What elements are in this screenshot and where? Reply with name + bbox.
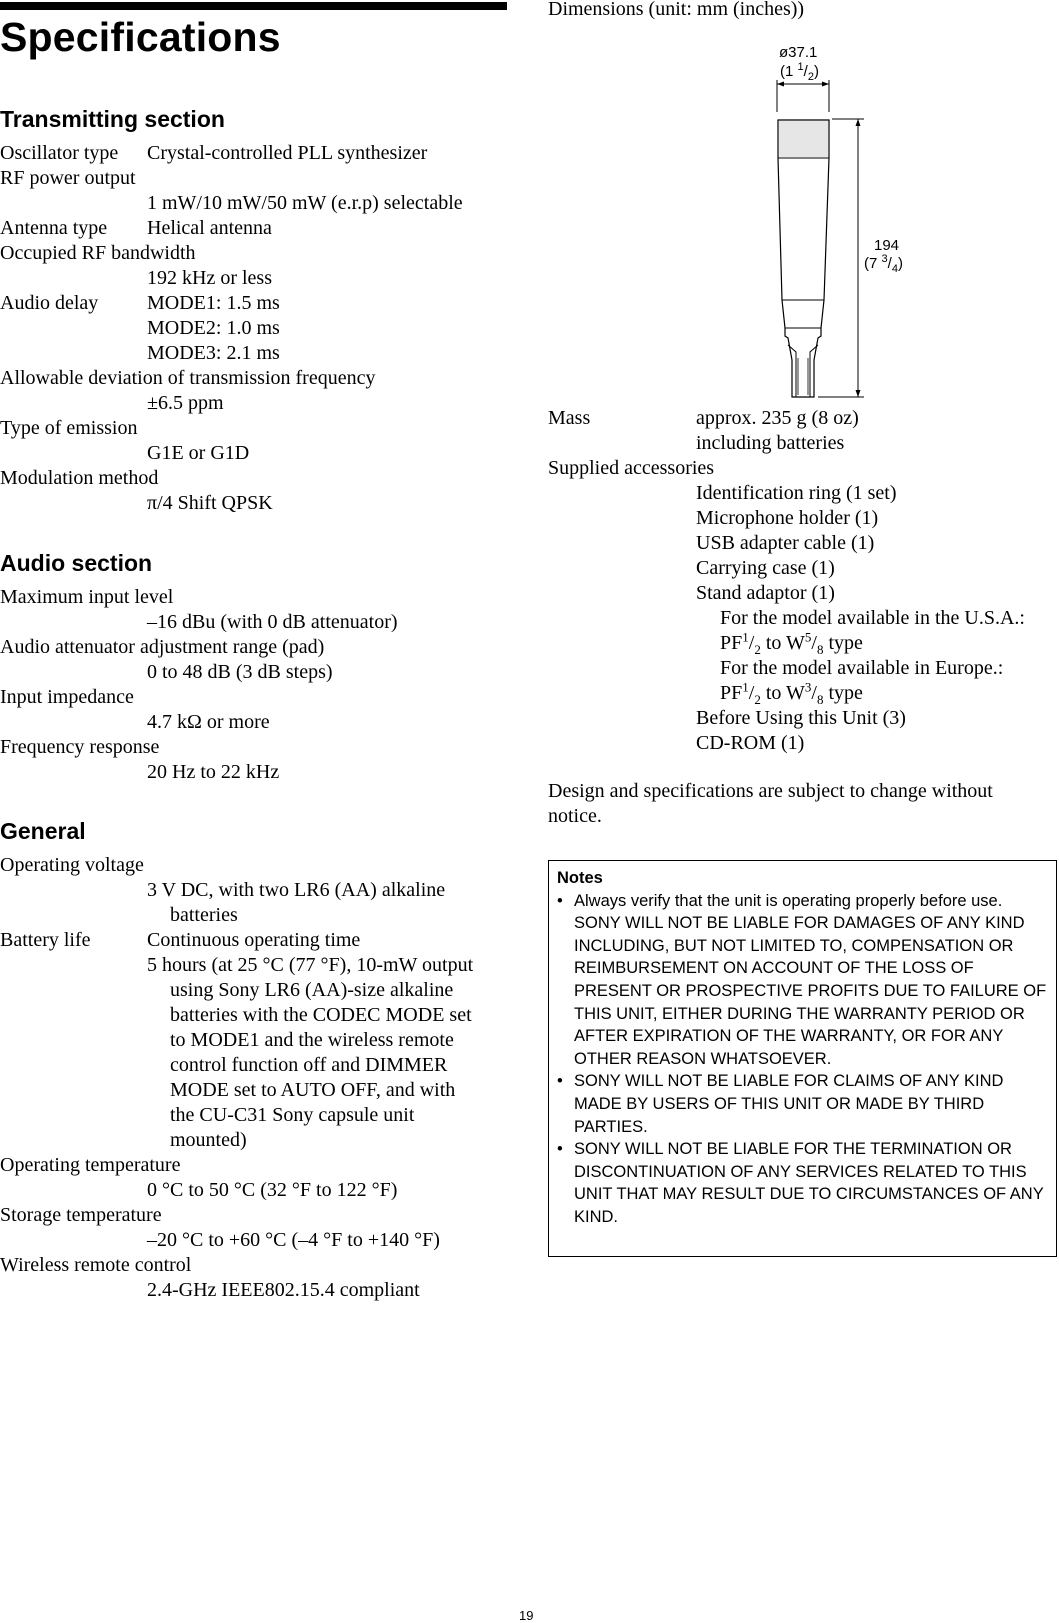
note-text: SONY WILL NOT BE LIABLE FOR THE TERMINATION OR DISCONTINUATION OF ANY SERVICES RELATED TO THIS UNIT THAT MAY RESULT DUE TO CIRCUMSTANCES OF ANY KIND.	[574, 1140, 1044, 1226]
diameter-inch-den: 2	[807, 71, 814, 83]
length-inch-whole: (7	[864, 255, 882, 272]
diameter-mm-label: ø37.1	[779, 44, 818, 61]
antenna-value: Helical antenna	[147, 217, 272, 239]
diameter-arrow-right	[822, 82, 829, 87]
eu-num: 1	[742, 679, 749, 695]
usa-model-note: For the model available in the U.S.A.:	[720, 607, 1025, 629]
battery-line6: control function off and DIMMER	[170, 1054, 448, 1076]
note-bullet: •	[557, 891, 563, 910]
usa-pf: PF	[720, 632, 743, 654]
usa-sep2: /	[811, 632, 817, 654]
usa-thread-spec	[720, 631, 863, 656]
bandwidth-label: Occupied RF bandwidth	[0, 242, 196, 264]
eu-den: 2	[754, 692, 761, 707]
diameter-inch-whole: (1	[780, 63, 798, 80]
rf-power-value: 1 mW/10 mW/50 mW (e.r.p) selectable	[147, 192, 463, 214]
eu-den2: 8	[816, 692, 824, 707]
note-bullet: •	[557, 1140, 563, 1159]
note-item	[557, 890, 1048, 1071]
battery-line2: 5 hours (at 25 °C (77 °F), 10-mW output	[147, 954, 474, 976]
deviation-value: ±6.5 ppm	[147, 392, 224, 414]
antenna-label: Antenna type	[0, 217, 108, 239]
length-arrow-top	[856, 119, 861, 126]
voltage-value-line2: batteries	[170, 904, 238, 926]
battery-line7: MODE set to AUTO OFF, and with	[170, 1079, 456, 1101]
impedance-label: Input impedance	[0, 686, 134, 708]
modulation-value: π/4 Shift QPSK	[147, 492, 273, 514]
eu-tail: type	[823, 682, 863, 704]
voltage-value-line1: 3 V DC, with two LR6 (AA) alkaline	[147, 879, 446, 901]
emission-value: G1E or G1D	[147, 442, 250, 464]
note-text: SONY WILL NOT BE LIABLE FOR CLAIMS OF ANY KIND MADE BY USERS OF THIS UNIT OR MADE BY THIRD PARTIES.	[574, 1072, 1004, 1136]
page-title: Specifications	[0, 14, 281, 60]
accessory-item: Stand adaptor (1)	[696, 582, 835, 604]
transmitting-heading: Transmitting section	[0, 106, 225, 132]
accessory-item: CD-ROM (1)	[696, 732, 805, 754]
length-arrow-bottom	[856, 390, 861, 397]
mass-label: Mass	[548, 407, 591, 429]
voltage-label: Operating voltage	[0, 854, 144, 876]
battery-line3: using Sony LR6 (AA)-size alkaline	[170, 979, 454, 1001]
length-inch-label	[864, 253, 903, 275]
battery-label: Battery life	[0, 929, 91, 951]
microphone-outline	[778, 120, 829, 397]
dimensions-heading: Dimensions (unit: mm (inches))	[548, 0, 805, 20]
accessory-item: Carrying case (1)	[696, 557, 835, 579]
rf-power-label: RF power output	[0, 167, 136, 189]
usa-sep: /	[748, 632, 755, 654]
accessories-label: Supplied accessories	[548, 457, 715, 479]
bandwidth-value: 192 kHz or less	[147, 267, 272, 289]
eu-num2: 3	[804, 679, 812, 695]
accessory-item: USB adapter cable (1)	[696, 532, 875, 554]
title-rule	[0, 2, 507, 10]
eu-pf: PF	[720, 682, 743, 704]
op-temp-label: Operating temperature	[0, 1154, 181, 1176]
notes-box	[548, 860, 1057, 1257]
europe-model-note: For the model available in Europe.:	[720, 657, 1004, 679]
battery-line8: the CU-C31 Sony capsule unit	[170, 1104, 415, 1126]
accessory-item: Before Using this Unit (3)	[696, 707, 906, 729]
eu-sep2: /	[811, 682, 817, 704]
oscillator-value: Crystal-controlled PLL synthesizer	[147, 142, 428, 164]
battery-line5: to MODE1 and the wireless remote	[170, 1029, 454, 1051]
remote-label: Wireless remote control	[0, 1254, 192, 1276]
europe-thread-spec	[720, 681, 863, 706]
attenuator-label: Audio attenuator adjustment range (pad)	[0, 636, 325, 658]
note-text: Always verify that the unit is operating properly before use. SONY WILL NOT BE LIABLE FOR DAMAGES OF ANY KIND INCLUDING, BUT NOT LIMITED TO, COMPENSATION OR REIMBURSEMENT ON ACCOUNT OF THE LOSS OF PRESENT OR PROSPECTIVE PROFITS DUE TO FAILURE OF THIS UNIT, EITHER DURING THE WARRANTY PERIOD OR AFTER EXPIRATION OF THE WARRANTY, OR FOR ANY OTHER REASON WHATSOEVER.	[574, 891, 1047, 1068]
length-inch-sep: /	[887, 255, 892, 272]
modulation-label: Modulation method	[0, 467, 159, 489]
diameter-arrow-left	[777, 82, 784, 87]
page-number: 19	[519, 1608, 534, 1623]
diameter-inch-num: 1	[797, 61, 804, 73]
battery-line9: mounted)	[170, 1129, 247, 1151]
max-input-value: –16 dBu (with 0 dB attenuator)	[147, 611, 398, 633]
diameter-inch-sep: /	[803, 63, 808, 80]
battery-line1: Continuous operating time	[147, 929, 361, 951]
oscillator-label: Oscillator type	[0, 142, 119, 164]
usa-mid: to W	[760, 632, 805, 654]
mass-line2: including batteries	[696, 432, 845, 454]
length-inch-den: 4	[891, 263, 898, 275]
frequency-label: Frequency response	[0, 736, 160, 758]
audio-delay-label: Audio delay	[0, 292, 99, 314]
length-inch-close: )	[897, 255, 903, 272]
microphone-dimension-diagram	[760, 38, 940, 404]
remote-value: 2.4-GHz IEEE802.15.4 compliant	[147, 1279, 420, 1301]
diameter-inch-label	[780, 61, 819, 83]
note-item	[557, 1138, 1048, 1228]
usa-num2: 5	[804, 629, 812, 645]
usa-den: 2	[754, 642, 761, 657]
notes-title: Notes	[557, 869, 603, 887]
audio-delay-mode1: MODE1: 1.5 ms	[147, 292, 280, 314]
frequency-value: 20 Hz to 22 kHz	[147, 761, 280, 783]
deviation-label: Allowable deviation of transmission frequency	[0, 367, 376, 389]
note-item	[557, 1070, 1048, 1138]
accessory-item: Identification ring (1 set)	[696, 482, 897, 504]
usa-tail: type	[823, 632, 863, 654]
length-mm-label: 194	[874, 237, 900, 254]
attenuator-value: 0 to 48 dB (3 dB steps)	[147, 661, 333, 683]
usa-den2: 8	[816, 642, 824, 657]
accessory-item: Microphone holder (1)	[696, 507, 879, 529]
storage-temp-value: –20 °C to +60 °C (–4 °F to +140 °F)	[147, 1229, 440, 1251]
eu-mid: to W	[760, 682, 805, 704]
audio-delay-mode3: MODE3: 2.1 ms	[147, 342, 280, 364]
max-input-label: Maximum input level	[0, 586, 174, 608]
impedance-value: 4.7 kΩ or more	[147, 711, 270, 733]
op-temp-value: 0 °C to 50 °C (32 °F to 122 °F)	[147, 1179, 398, 1201]
storage-temp-label: Storage temperature	[0, 1204, 162, 1226]
emission-label: Type of emission	[0, 417, 138, 439]
mass-line1: approx. 235 g (8 oz)	[696, 407, 859, 429]
note-bullet: •	[557, 1072, 563, 1091]
battery-line4: batteries with the CODEC MODE set	[170, 1004, 472, 1026]
audio-heading: Audio section	[0, 550, 153, 576]
microphone-grille	[779, 121, 828, 157]
usa-num: 1	[742, 629, 749, 645]
diameter-inch-close: )	[813, 63, 819, 80]
audio-delay-mode2: MODE2: 1.0 ms	[147, 317, 280, 339]
length-inch-num: 3	[881, 253, 888, 265]
disclaimer-text: Design and specifications are subject to change without notice.	[548, 780, 993, 827]
eu-sep: /	[748, 682, 755, 704]
general-heading: General	[0, 818, 86, 844]
